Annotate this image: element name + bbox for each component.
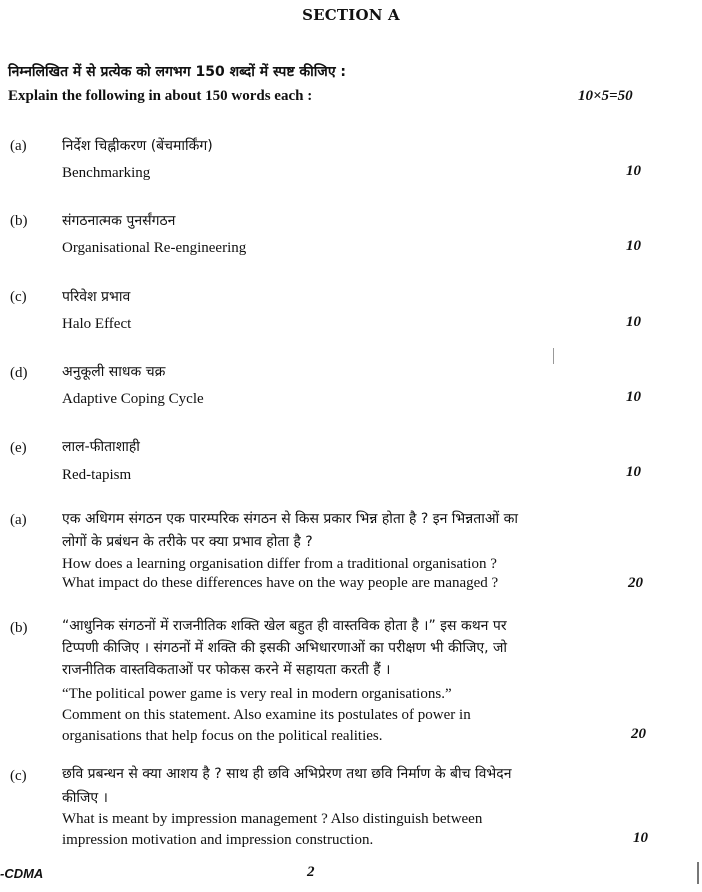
part-english-line: “The political power game is very real in modern organisations.” xyxy=(62,686,452,702)
part-hindi-line: लोगों के प्रबंधन के तरीके पर क्या प्रभाव होता है ? xyxy=(62,534,313,550)
part-english: Red-tapism xyxy=(62,467,132,483)
part-marks: 10 xyxy=(626,163,641,179)
part-english-line: impression motivation and impression construction. xyxy=(62,832,374,848)
section-title: SECTION A xyxy=(302,6,400,24)
part-english-line: How does a learning organisation differ from a traditional organisation ? xyxy=(62,556,497,572)
part-english-line: organisations that help focus on the political realities. xyxy=(62,728,383,744)
part-label: (a) xyxy=(10,138,27,154)
part-hindi: लाल-फीताशाही xyxy=(62,439,140,455)
part-hindi-line: एक अधिगम संगठन एक पारम्परिक संगठन से किस प्रकार भिन्न होता है ? इन भिन्नताओं का xyxy=(62,511,518,527)
part-hindi: निर्देश चिह्नीकरण (बेंचमार्किंग) xyxy=(62,138,213,154)
part-hindi-line: “आधुनिक संगठनों में राजनीतिक शक्ति खेल बहुत ही वास्तविक होता है ।” इस कथन पर xyxy=(62,618,507,634)
part-marks: 10 xyxy=(626,464,641,480)
part-marks: 20 xyxy=(628,575,643,591)
part-marks: 10 xyxy=(626,389,641,405)
part-marks: 10 xyxy=(633,830,648,846)
part-marks: 10 xyxy=(626,238,641,254)
part-label: (b) xyxy=(10,213,28,229)
part-hindi-line: कीजिए । xyxy=(62,790,108,806)
instructions-hindi: निम्नलिखित में से प्रत्येक को लगभग 150 शब्दों में स्पष्ट कीजिए : xyxy=(8,64,347,80)
part-marks: 20 xyxy=(631,726,646,742)
part-hindi-line: राजनीतिक वास्तविकताओं पर फोकस करने में सहायता करती हैं । xyxy=(62,662,391,678)
part-label: (d) xyxy=(10,365,28,381)
part-hindi: अनुकूली साधक चक्र xyxy=(62,364,166,380)
part-english: Organisational Re-engineering xyxy=(62,240,247,256)
total-marks: 10×5=50 xyxy=(578,88,633,104)
part-hindi: संगठनात्मक पुनर्संगठन xyxy=(62,213,176,229)
part-english: Halo Effect xyxy=(62,316,132,332)
part-label: (c) xyxy=(10,289,27,305)
scan-speck xyxy=(553,348,554,364)
part-english-line: Comment on this statement. Also examine its postulates of power in xyxy=(62,707,471,723)
scan-speck xyxy=(697,862,699,884)
part-label: (c) xyxy=(10,768,27,784)
part-hindi: परिवेश प्रभाव xyxy=(62,289,131,305)
part-hindi-line: टिप्पणी कीजिए । संगठनों में शक्ति की इसकी अभिधारणाओं का परीक्षण भी कीजिए, जो xyxy=(62,640,508,656)
part-hindi-line: छवि प्रबन्धन से क्या आशय है ? साथ ही छवि अभिप्रेरण तथा छवि निर्माण के बीच विभेदन xyxy=(62,766,512,782)
part-label: (b) xyxy=(10,620,28,636)
part-english: Adaptive Coping Cycle xyxy=(62,391,204,407)
part-english-line: What is meant by impression management ? Also distinguish between xyxy=(62,811,483,827)
part-english: Benchmarking xyxy=(62,165,151,181)
part-label: (a) xyxy=(10,512,27,528)
part-marks: 10 xyxy=(626,314,641,330)
instructions-english: Explain the following in about 150 words each : xyxy=(8,88,313,104)
part-label: (e) xyxy=(10,440,27,456)
paper-code: -CDMA xyxy=(0,866,44,881)
part-english-line: What impact do these differences have on the way people are managed ? xyxy=(62,575,499,591)
page-number: 2 xyxy=(307,864,315,880)
